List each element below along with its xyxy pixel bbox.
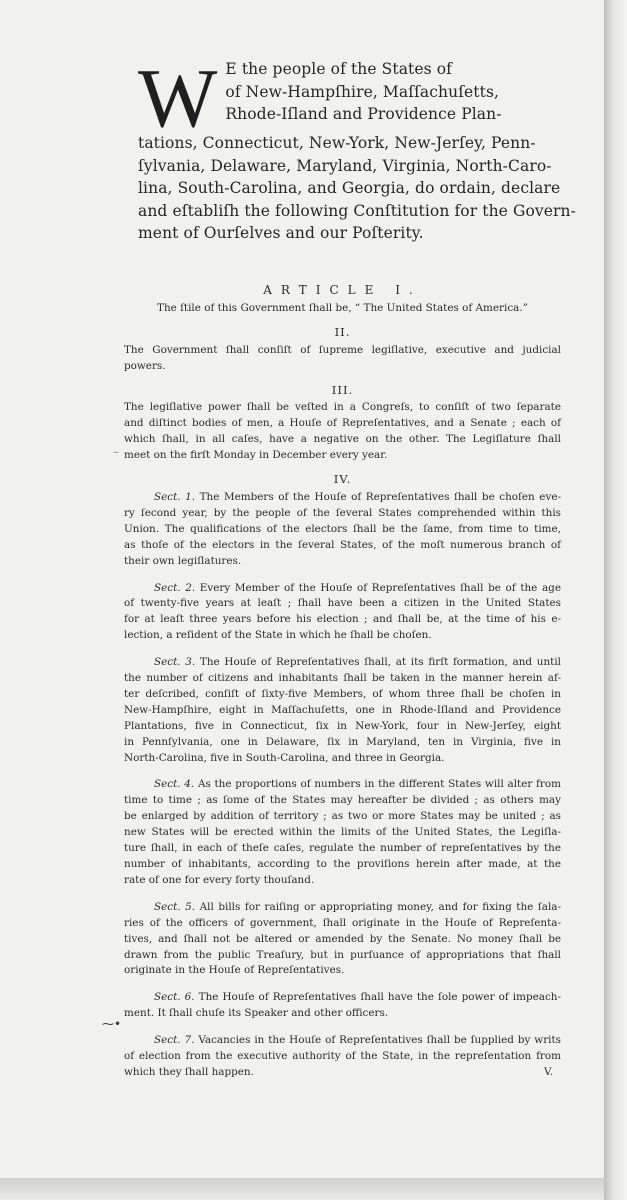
section-paragraph xyxy=(124,581,561,645)
page-edge-bottom xyxy=(0,1178,604,1200)
paragraph-line: and diſtinct bodies of men, a Houſe of Repreſentatives, and a Senate ; each of xyxy=(124,417,561,430)
paragraph-line: of election from the executive authority of the State, in the repreſentation from xyxy=(124,1050,561,1063)
paragraph-line: New-Hampſhire, eight in Maſſachuſetts, one in Rhode-Iſland and Providence xyxy=(124,703,561,716)
paragraph-line: Plantations, five in Connecticut, ſix in New-York, four in New-Jerſey, eight xyxy=(124,719,561,732)
paragraph-line: originate in the Houſe of Repreſentatives. xyxy=(124,964,345,977)
margin-mark: ⁓• xyxy=(102,1017,122,1031)
section-label: Sect. 1. xyxy=(154,490,196,503)
constitution-body xyxy=(124,283,561,1081)
paragraph-line: of twenty-five years at leaſt ; ſhall have been a citizen in the United States xyxy=(124,597,561,610)
paragraph-line xyxy=(124,1033,561,1049)
section-paragraph xyxy=(124,777,561,888)
paragraph-line: ter deſcribed, conſiſt of ſixty-five Members, of whom three ſhall be choſen in xyxy=(124,687,561,700)
section-paragraph xyxy=(124,990,561,1022)
paragraph-line: the number of citizens and inhabitants ſhall be taken in the manner herein af- xyxy=(124,672,561,685)
preamble-line: and eſtabliſh the following Conſtitution for the Govern- xyxy=(138,201,576,220)
preamble-line: tations, Connecticut, New-York, New-Jerſey, Penn- xyxy=(138,134,536,152)
paragraph-line: which they ſhall happen. xyxy=(124,1065,254,1078)
paragraph-line: in Pennſylvania, one in Delaware, ſix in Maryland, ten in Virginia, five in xyxy=(124,735,561,748)
section-paragraph xyxy=(124,343,561,375)
preamble-line: E the people of the States of xyxy=(225,60,452,78)
paragraph-line: The legiſlative power ſhall be veſted in a Congreſs, to conſiſt of two ſeparate xyxy=(124,401,561,414)
section-label: Sect. 2. xyxy=(154,581,196,594)
section-paragraph xyxy=(124,900,561,980)
article-heading: IV. xyxy=(333,472,352,487)
paragraph-line: for at leaſt three years before his election ; and ſhall be, at the time of his e- xyxy=(124,613,561,626)
paragraph-line: North-Carolina, five in South-Carolina, and three in Georgia. xyxy=(124,751,445,764)
paragraph-line: number of inhabitants, according to the proviſions herein after made, at the xyxy=(124,858,561,870)
section-text: Vacancies in the Houſe of Repreſentatives ſhall be ſupplied by writs xyxy=(198,1034,561,1047)
paragraph-line: The Government ſhall conſiſt of ſupreme legiſlative, executive and judicial xyxy=(124,343,561,356)
paragraph-line: Union. The qualifications of the electors ſhall be the ſame, from time to time, xyxy=(124,522,561,535)
article-heading: II. xyxy=(334,324,351,339)
section-text: The Houſe of Repreſentatives ſhall have the ſole power of impeach- xyxy=(198,991,561,1004)
paragraph-line: ry ſecond year, by the people of the ſeveral States comprehended within this xyxy=(124,506,561,519)
section-paragraph xyxy=(124,490,561,570)
paragraph-line xyxy=(124,490,561,506)
paragraph-line: their own legiſlatures. xyxy=(124,554,242,567)
section-label: Sect. 4. xyxy=(154,778,195,791)
preamble xyxy=(138,52,576,245)
preamble-line: of New-Hampſhire, Maſſachuſetts, xyxy=(225,82,500,101)
paragraph-line: which ſhall, in all caſes, have a negative on the other. The Legiſlature ſhall xyxy=(124,433,561,446)
paragraph-line: drawn from the public Treaſury, but in purſuance of appropriations that ſhall xyxy=(124,948,561,961)
article-heading: III. xyxy=(331,382,354,397)
section-label: Sect. 6. xyxy=(154,991,195,1004)
page-edge-right xyxy=(604,0,627,1200)
paragraph-line: ment. It ſhall chuſe its Speaker and other officers. xyxy=(124,1007,389,1020)
section-text: The Houſe of Repreſentatives ſhall, at its firſt formation, and until xyxy=(199,656,561,669)
section-text: The Members of the Houſe of Repreſentatives ſhall be choſen eve- xyxy=(199,490,561,503)
section-text: As the proportions of numbers in the different States will alter from xyxy=(197,778,561,791)
paragraph-line: The ſtile of this Government ſhall be, “ The United States of America.” xyxy=(157,301,528,314)
paragraph-line xyxy=(124,581,561,597)
paragraph-line: be enlarged by addition of territory ; as two or more States may be united ; as xyxy=(124,810,561,823)
article-heading: ARTICLE I. xyxy=(263,283,422,297)
preamble-line: lina, South-Carolina, and Georgia, do ordain, declare xyxy=(138,179,561,198)
paragraph-line: meet on the firſt Monday in December every year. xyxy=(124,449,388,462)
section-label: Sect. 7. xyxy=(154,1034,195,1047)
paragraph-line xyxy=(124,900,561,916)
paragraph-line: time to time ; as ſome of the States may hereafter be divided ; as others may xyxy=(124,794,561,807)
margin-mark: ~ xyxy=(112,448,120,458)
paragraph-line: ture ſhall, in each of theſe caſes, regulate the number of repreſentatives by the xyxy=(124,842,561,855)
paragraph-line: lection, a reſident of the State in which he ſhall be choſen. xyxy=(124,629,432,642)
section-paragraph xyxy=(124,655,561,766)
paragraph-line: rate of one for every forty thouſand. xyxy=(124,873,315,886)
section-text: All bills for raiſing or appropriating money, and for fixing the ſala- xyxy=(199,900,561,913)
paragraph-line: tives, and ſhall not be altered or amended by the Senate. No money ſhall be xyxy=(124,932,561,945)
catchword: V. xyxy=(544,1065,553,1078)
preamble-dropcap: W xyxy=(138,52,218,145)
section-text: Every Member of the Houſe of Repreſentatives ſhall be of the age xyxy=(199,581,561,594)
section-paragraph xyxy=(124,400,561,464)
section-label: Sect. 3. xyxy=(154,656,196,669)
paragraph-line xyxy=(124,777,561,793)
paragraph-line: new States will be erected within the limits of the United States, the Legiſla- xyxy=(124,826,561,839)
preamble-line: ment of Ourſelves and our Poſterity. xyxy=(138,224,424,243)
preamble-line: ſylvania, Delaware, Maryland, Virginia, North-Caro- xyxy=(138,156,552,175)
preamble-line: Rhode-Iſland and Providence Plan- xyxy=(225,105,502,124)
paragraph-line xyxy=(124,655,561,671)
paragraph-line xyxy=(124,990,561,1006)
paragraph-line: as thoſe of the electors in the ſeveral States, of the moſt numerous branch of xyxy=(124,538,561,551)
section-paragraph xyxy=(124,301,561,317)
paragraph-line: ries of the officers of government, ſhall originate in the Houſe of Repreſenta- xyxy=(124,916,561,929)
section-label: Sect. 5. xyxy=(154,900,196,913)
paragraph-line: powers. xyxy=(124,359,166,372)
